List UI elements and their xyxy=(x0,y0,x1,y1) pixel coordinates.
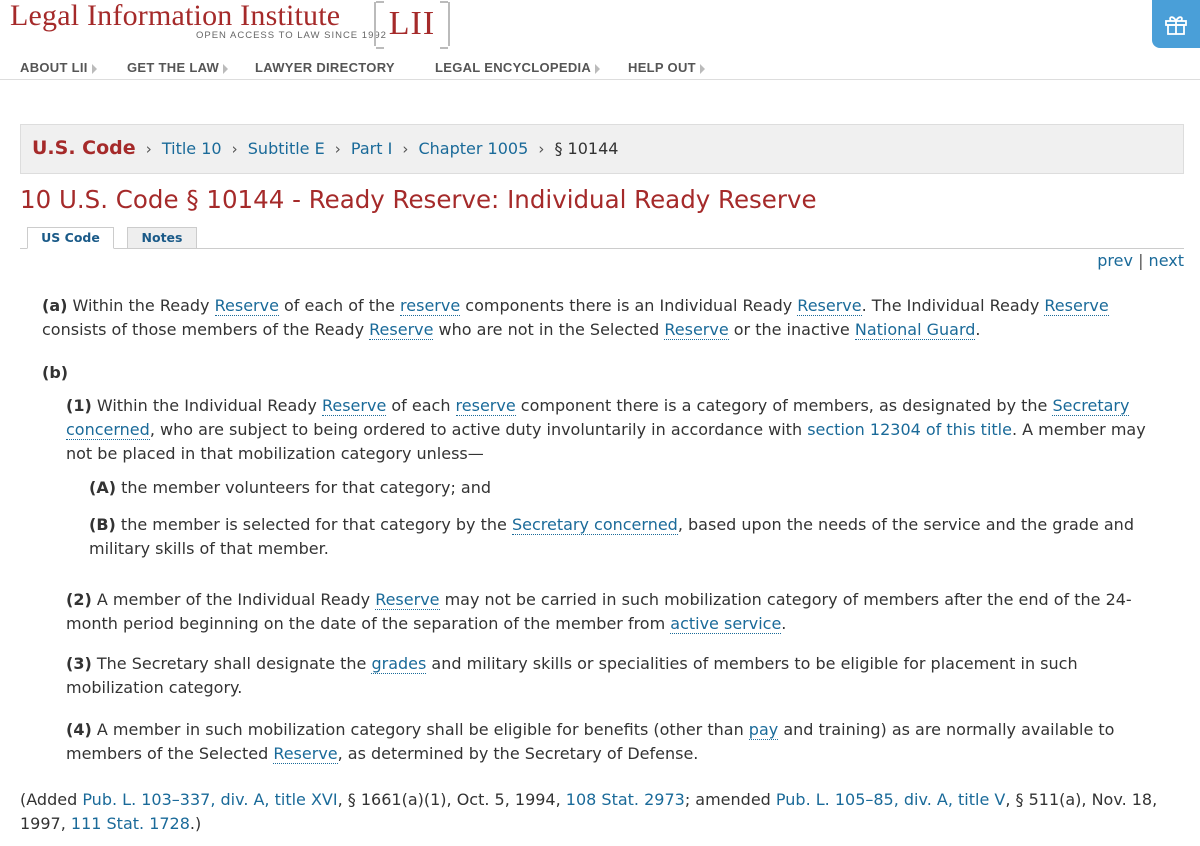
definition-link[interactable]: grades xyxy=(371,654,427,673)
subparagraph-B xyxy=(89,513,1159,561)
subsection-a xyxy=(42,294,1157,342)
pub-law-105-85-link[interactable]: Pub. L. 105–85, div. A, title V xyxy=(775,790,1006,809)
next-link[interactable]: next xyxy=(1148,251,1184,270)
subparagraph-label: (B) xyxy=(89,515,116,534)
definition-link[interactable]: reserve xyxy=(400,296,461,315)
paragraph-label: (2) xyxy=(66,590,92,609)
paragraph-b1 xyxy=(66,394,1166,466)
paragraph-label: (1) xyxy=(66,396,92,415)
text: of each of the xyxy=(278,296,401,315)
chevron-right-icon xyxy=(595,64,600,74)
breadcrumb-part[interactable]: Part I xyxy=(350,139,393,158)
subsection-b-label xyxy=(42,361,68,385)
nav-label: ABOUT LII xyxy=(20,60,88,75)
text: A member in such mobilization category shall be eligible for benefits (other than xyxy=(91,720,749,739)
text: . A member may not be placed in that mobilization category unless— xyxy=(66,420,1146,463)
gift-icon xyxy=(1164,12,1188,36)
text: . xyxy=(975,320,981,339)
subsection-label: (a) xyxy=(42,296,68,315)
stat-111-1728-link[interactable]: 111 Stat. 1728 xyxy=(70,814,190,833)
nav-help-out[interactable] xyxy=(628,60,705,75)
section-12304-link[interactable]: section 12304 of this title xyxy=(807,420,1012,439)
chevron-right-icon xyxy=(223,64,228,74)
paragraph-b3 xyxy=(66,652,1161,700)
breadcrumb-current: § 10144 xyxy=(554,139,619,158)
text: component there is a category of members, as designated by the xyxy=(515,396,1053,415)
page-title: 10 U.S. Code § 10144 - Ready Reserve: Individual Ready Reserve xyxy=(20,185,817,214)
text: , as determined by the Secretary of Defense. xyxy=(337,744,699,763)
site-header xyxy=(0,0,1200,56)
definition-link[interactable]: Reserve xyxy=(214,296,279,315)
definition-link[interactable]: Reserve xyxy=(273,744,338,763)
prev-link[interactable]: prev xyxy=(1097,251,1133,270)
text: Within the Individual Ready xyxy=(91,396,322,415)
text: . The Individual Ready xyxy=(861,296,1045,315)
nav-label: GET THE LAW xyxy=(127,60,220,75)
tab-notes[interactable]: Notes xyxy=(127,227,197,249)
breadcrumb-us-code[interactable]: U.S. Code xyxy=(32,137,136,159)
source-credit xyxy=(20,788,1185,836)
main-nav xyxy=(0,57,1200,80)
text: the member is selected for that category by the xyxy=(115,515,512,534)
nav-label: LEGAL ENCYCLOPEDIA xyxy=(435,60,592,75)
donate-button[interactable] xyxy=(1152,0,1200,48)
definition-link[interactable]: Reserve xyxy=(1044,296,1109,315)
breadcrumb-subtitle[interactable]: Subtitle E xyxy=(247,139,325,158)
text: or the inactive xyxy=(728,320,855,339)
paragraph-b4 xyxy=(66,718,1161,766)
text: . xyxy=(781,614,787,633)
breadcrumb-title[interactable]: Title 10 xyxy=(161,139,222,158)
site-title[interactable]: Legal Information Institute xyxy=(10,0,341,32)
text: , based upon the needs of the service and the grade and military skills of that member. xyxy=(89,515,1134,558)
breadcrumb-separator: › xyxy=(538,140,545,158)
text: The Secretary shall designate the xyxy=(91,654,372,673)
breadcrumb-separator: › xyxy=(334,140,341,158)
definition-link[interactable]: active service xyxy=(670,614,782,633)
text: and training) as are normally available to members of the Selected xyxy=(66,720,1115,763)
breadcrumb xyxy=(20,124,1184,174)
chevron-right-icon xyxy=(700,64,705,74)
tab-us-code[interactable]: US Code xyxy=(27,227,114,249)
paragraph-label: (4) xyxy=(66,720,92,739)
definition-link[interactable]: Reserve xyxy=(369,320,434,339)
breadcrumb-separator: › xyxy=(145,140,152,158)
prev-next-separator: | xyxy=(1138,251,1144,270)
text: consists of those members of the Ready xyxy=(42,320,370,339)
text: the member volunteers for that category; and xyxy=(116,478,492,497)
definition-link[interactable]: reserve xyxy=(455,396,516,415)
text: ; amended xyxy=(684,790,776,809)
definition-link[interactable]: Reserve xyxy=(797,296,862,315)
breadcrumb-separator: › xyxy=(231,140,238,158)
text: .) xyxy=(189,814,202,833)
prev-next-nav xyxy=(1097,251,1184,270)
text: Within the Ready xyxy=(67,296,215,315)
paragraph-label: (3) xyxy=(66,654,92,673)
subsection-label: (b) xyxy=(42,363,69,382)
nav-label: LAWYER DIRECTORY xyxy=(255,60,395,75)
definition-link[interactable]: Reserve xyxy=(664,320,729,339)
nav-lawyer-directory[interactable] xyxy=(255,60,395,75)
stat-108-2973-link[interactable]: 108 Stat. 2973 xyxy=(565,790,685,809)
nav-label: HELP OUT xyxy=(628,60,696,75)
definition-link[interactable]: Secretary concerned xyxy=(66,396,1130,439)
nav-legal-encyclopedia[interactable] xyxy=(435,60,600,75)
definition-link[interactable]: National Guard xyxy=(854,320,976,339)
text: (Added xyxy=(20,790,83,809)
text: , § 1661(a)(1), Oct. 5, 1994, xyxy=(337,790,566,809)
definition-link[interactable]: pay xyxy=(748,720,779,739)
text: , who are subject to being ordered to active duty involuntarily in accordance with xyxy=(149,420,808,439)
text: may not be carried in such mobilization category of members after the end of the 24-month period beginning on the date of the separation of the member from xyxy=(66,590,1132,633)
nav-get-the-law[interactable] xyxy=(127,60,228,75)
breadcrumb-chapter[interactable]: Chapter 1005 xyxy=(418,139,529,158)
lii-logo[interactable]: LII xyxy=(374,2,450,46)
breadcrumb-separator: › xyxy=(402,140,409,158)
pub-law-103-337-link[interactable]: Pub. L. 103–337, div. A, title XVI xyxy=(82,790,338,809)
text: A member of the Individual Ready xyxy=(91,590,376,609)
subparagraph-label: (A) xyxy=(89,478,117,497)
definition-link[interactable]: Secretary concerned xyxy=(511,515,678,534)
text: of each xyxy=(386,396,456,415)
text: , § 511(a), Nov. 18, 1997, xyxy=(20,790,1158,833)
subparagraph-A xyxy=(89,476,1169,500)
site-tagline: OPEN ACCESS TO LAW SINCE 1992 xyxy=(196,30,387,41)
definition-link[interactable]: Reserve xyxy=(321,396,387,415)
paragraph-b2 xyxy=(66,588,1161,636)
chevron-right-icon xyxy=(92,64,97,74)
nav-about-lii[interactable] xyxy=(20,60,97,75)
text: who are not in the Selected xyxy=(433,320,665,339)
text: and military skills or specialities of members to be eligible for placement in such mobilization category. xyxy=(66,654,1078,697)
definition-link[interactable]: Reserve xyxy=(375,590,440,609)
text: components there is an Individual Ready xyxy=(460,296,798,315)
